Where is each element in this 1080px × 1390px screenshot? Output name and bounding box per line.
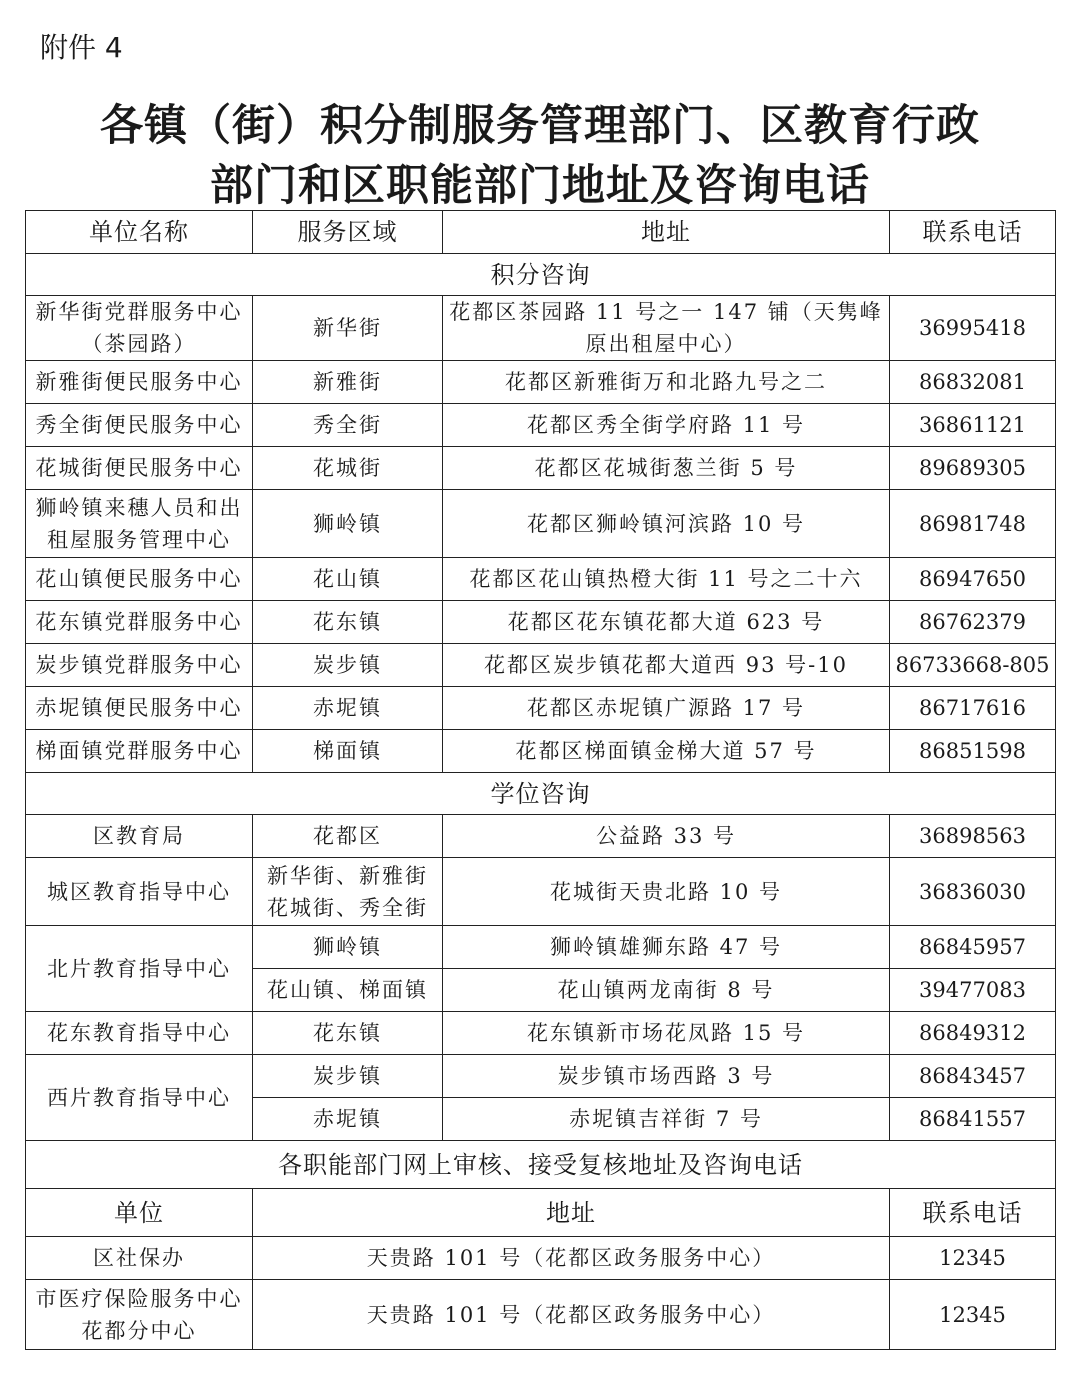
cell-address: 花都区花山镇热橙大街 11 号之二十六	[443, 558, 890, 601]
cell-area: 花东镇	[253, 601, 443, 644]
cell-unit: 区教育局	[26, 815, 253, 858]
header-phone: 联系电话	[890, 1189, 1056, 1237]
cell-phone: 89689305	[890, 447, 1056, 490]
table-row	[26, 601, 1056, 644]
section-departments	[26, 1141, 1056, 1189]
cell-phone: 86849312	[890, 1012, 1056, 1055]
cell-address: 赤坭镇吉祥街 7 号	[443, 1098, 890, 1141]
table-row	[26, 926, 1056, 969]
cell-address: 狮岭镇雄狮东路 47 号	[443, 926, 890, 969]
cell-unit: 赤坭镇便民服务中心	[26, 687, 253, 730]
cell-unit: 秀全街便民服务中心	[26, 404, 253, 447]
cell-phone: 86843457	[890, 1055, 1056, 1098]
cell-area: 狮岭镇	[253, 490, 443, 558]
cell-address: 花城街天贵北路 10 号	[443, 858, 890, 926]
cell-area: 梯面镇	[253, 730, 443, 773]
cell-address: 炭步镇市场西路 3 号	[443, 1055, 890, 1098]
table-row	[26, 1237, 1056, 1280]
cell-address: 天贵路 101 号（花都区政务服务中心）	[253, 1280, 890, 1350]
page-title-line2: 部门和区职能部门地址及咨询电话	[210, 161, 870, 211]
cell-address: 公益路 33 号	[443, 815, 890, 858]
header-unit: 单位名称	[26, 211, 253, 254]
cell-area: 新华街	[253, 296, 443, 361]
section-education	[26, 773, 1056, 815]
cell-area: 花城街	[253, 447, 443, 490]
cell-unit: 市医疗保险服务中心花都分中心	[26, 1280, 253, 1350]
section-title: 积分咨询	[26, 254, 1056, 296]
cell-unit: 花城街便民服务中心	[26, 447, 253, 490]
table-row	[26, 490, 1056, 558]
attachment-label: 附件 4	[40, 31, 123, 64]
header-address: 地址	[443, 211, 890, 254]
cell-phone: 36861121	[890, 404, 1056, 447]
cell-phone: 86762379	[890, 601, 1056, 644]
section-points	[26, 254, 1056, 296]
cell-unit: 新华街党群服务中心（茶园路）	[26, 296, 253, 361]
cell-address: 花都区茶园路 11 号之一 147 铺（天隽峰原出租屋中心）	[443, 296, 890, 361]
cell-address: 天贵路 101 号（花都区政务服务中心）	[253, 1237, 890, 1280]
table-row	[26, 687, 1056, 730]
cell-phone: 39477083	[890, 969, 1056, 1012]
cell-unit: 花东镇党群服务中心	[26, 601, 253, 644]
cell-phone: 86733668-805	[890, 644, 1056, 687]
cell-area: 炭步镇	[253, 644, 443, 687]
cell-address: 花都区梯面镇金梯大道 57 号	[443, 730, 890, 773]
cell-area: 花都区	[253, 815, 443, 858]
contact-table	[25, 210, 1056, 1350]
cell-address: 花都区狮岭镇河滨路 10 号	[443, 490, 890, 558]
table-row	[26, 858, 1056, 926]
cell-area: 新雅街	[253, 361, 443, 404]
cell-unit: 新雅街便民服务中心	[26, 361, 253, 404]
table-row	[26, 1280, 1056, 1350]
cell-unit: 炭步镇党群服务中心	[26, 644, 253, 687]
table-row	[26, 815, 1056, 858]
cell-unit: 梯面镇党群服务中心	[26, 730, 253, 773]
cell-area: 秀全街	[253, 404, 443, 447]
cell-unit: 花东教育指导中心	[26, 1012, 253, 1055]
cell-area: 花山镇	[253, 558, 443, 601]
cell-phone: 36898563	[890, 815, 1056, 858]
table-row	[26, 1055, 1056, 1098]
cell-area: 花山镇、梯面镇	[253, 969, 443, 1012]
cell-address: 花都区花城街葱兰街 5 号	[443, 447, 890, 490]
cell-address: 花都区花东镇花都大道 623 号	[443, 601, 890, 644]
cell-address: 花都区秀全街学府路 11 号	[443, 404, 890, 447]
cell-phone: 36836030	[890, 858, 1056, 926]
cell-address: 花都区赤坭镇广源路 17 号	[443, 687, 890, 730]
cell-area: 炭步镇	[253, 1055, 443, 1098]
table-row	[26, 447, 1056, 490]
cell-phone: 36995418	[890, 296, 1056, 361]
cell-phone: 86981748	[890, 490, 1056, 558]
cell-unit: 城区教育指导中心	[26, 858, 253, 926]
header-area: 服务区域	[253, 211, 443, 254]
cell-area: 赤坭镇	[253, 687, 443, 730]
header-unit: 单位	[26, 1189, 253, 1237]
page-title-line1: 各镇（街）积分制服务管理部门、区教育行政	[100, 101, 980, 151]
cell-address: 花东镇新市场花凤路 15 号	[443, 1012, 890, 1055]
table-row	[26, 644, 1056, 687]
cell-area: 新华街、新雅街花城街、秀全街	[253, 858, 443, 926]
cell-phone: 12345	[890, 1237, 1056, 1280]
header-phone: 联系电话	[890, 211, 1056, 254]
cell-phone: 86841557	[890, 1098, 1056, 1141]
cell-unit: 花山镇便民服务中心	[26, 558, 253, 601]
cell-area: 花东镇	[253, 1012, 443, 1055]
cell-phone: 86832081	[890, 361, 1056, 404]
section-title: 学位咨询	[26, 773, 1056, 815]
section-title: 各职能部门网上审核、接受复核地址及咨询电话	[26, 1141, 1056, 1189]
table-row	[26, 730, 1056, 773]
table-row	[26, 296, 1056, 361]
table-row	[26, 1012, 1056, 1055]
cell-unit: 狮岭镇来穗人员和出租屋服务管理中心	[26, 490, 253, 558]
cell-area: 狮岭镇	[253, 926, 443, 969]
cell-phone: 86947650	[890, 558, 1056, 601]
cell-address: 花都区新雅街万和北路九号之二	[443, 361, 890, 404]
cell-unit: 北片教育指导中心	[26, 926, 253, 1012]
table-row	[26, 361, 1056, 404]
cell-area: 赤坭镇	[253, 1098, 443, 1141]
cell-phone: 86851598	[890, 730, 1056, 773]
table-row	[26, 404, 1056, 447]
table-row	[26, 558, 1056, 601]
cell-address: 花山镇两龙南街 8 号	[443, 969, 890, 1012]
header-address: 地址	[253, 1189, 890, 1237]
cell-phone: 12345	[890, 1280, 1056, 1350]
cell-unit: 西片教育指导中心	[26, 1055, 253, 1141]
cell-unit: 区社保办	[26, 1237, 253, 1280]
cell-phone: 86845957	[890, 926, 1056, 969]
cell-phone: 86717616	[890, 687, 1056, 730]
header-row	[26, 211, 1056, 254]
header-row-2	[26, 1189, 1056, 1237]
cell-address: 花都区炭步镇花都大道西 93 号-10	[443, 644, 890, 687]
